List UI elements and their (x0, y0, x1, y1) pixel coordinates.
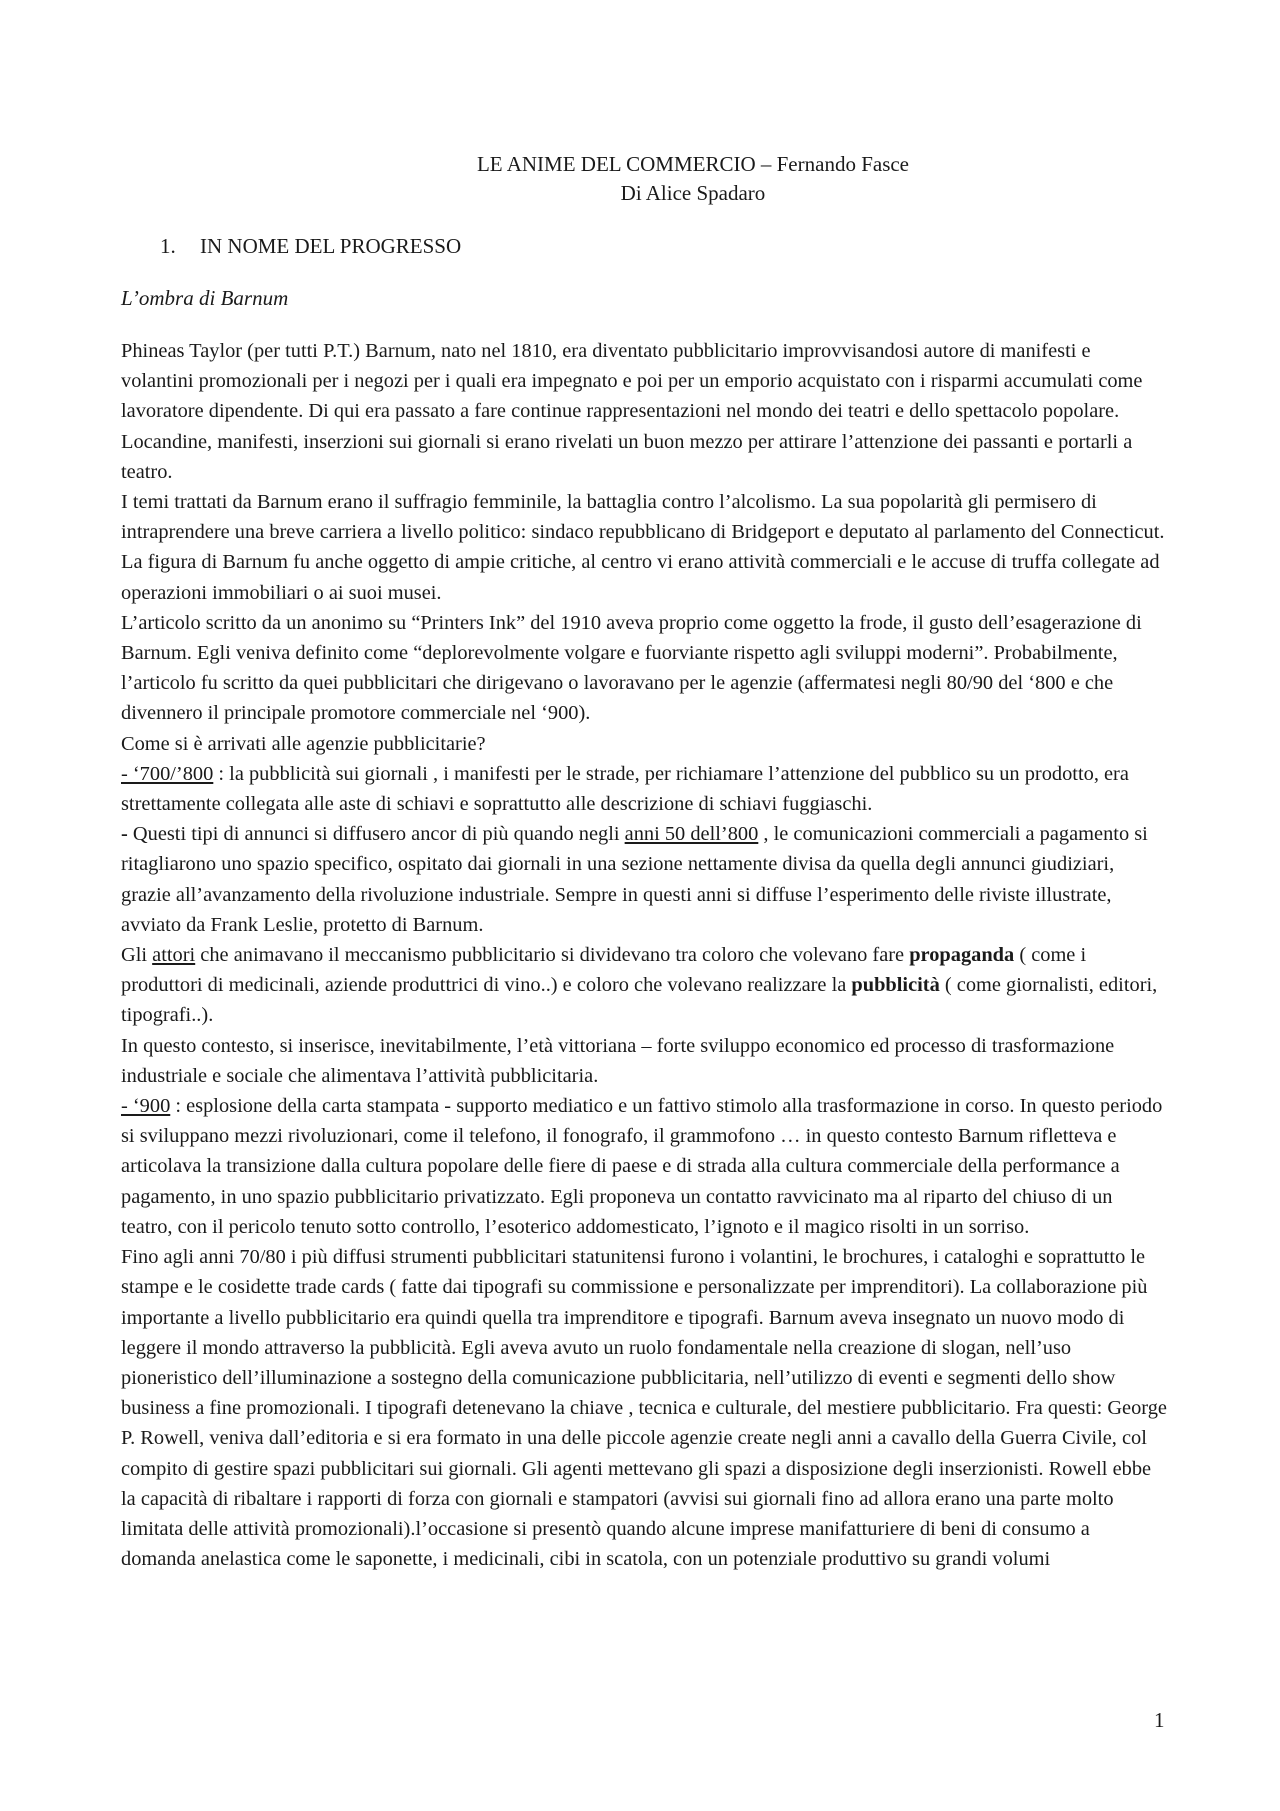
document-title: LE ANIME DEL COMMERCIO (476, 152, 756, 176)
section-heading (160, 232, 461, 260)
paragraph (121, 819, 1167, 940)
page-number: 1 (1154, 1708, 1165, 1732)
paragraph (121, 759, 1167, 819)
paragraph (121, 940, 1167, 1031)
underlined-term: attori (152, 944, 196, 967)
paragraph: Come si è arrivati alle agenzie pubblicitarie? (121, 732, 486, 755)
period-label: - ‘900 (121, 1095, 171, 1118)
document-title-line (0, 150, 1280, 179)
paragraph-text: che animavano il meccanismo pubblicitario si dividevano tra coloro che volevano fare (195, 944, 910, 967)
document-byline: Di Alice Spadaro (620, 181, 766, 205)
paragraph: L’articolo scritto da un anonimo su “Printers Ink” del 1910 aveva proprio come oggetto la frode, il gusto dell’esagerazione di Barnum. Egli veniva definito come “deplorevolmente volgare e fuorviante rispetto agli sviluppi moderni”. Probabilmente, l’articolo fu scritto da quei pubblicitari che dirigevano o lavoravano per le agenzie (affermatesi negli 80/90 del ‘800 e che divennero il principale promotore commerciale nel ‘900). (121, 611, 1142, 725)
chapter-subtitle: L’ombra di Barnum (121, 286, 289, 310)
section-number: 1. (160, 234, 176, 258)
paragraph-text: ( come i produttori di medicinali, aziende produttrici di vino..) e coloro che volevano realizzare la (121, 944, 1087, 997)
bullet-dash: - (121, 823, 128, 846)
paragraph: Phineas Taylor (per tutti P.T.) Barnum, nato nel 1810, era diventato pubblicitario improvvisandosi autore di manifesti e volantini promozionali per i negozi per i quali era impegnato e poi per un emporio acquistato con i risparmi accumulati come lavoratore dipendente. Di qui era passato a fare continue rappresentazioni nel mondo dei teatri e dello spettacolo popolare. Locandine, manifesti, inserzioni sui giornali si erano rivelati un buon mezzo per attirare l’attenzione dei passanti e portarli a teatro. (121, 340, 1143, 483)
paragraph-text: : la pubblicità sui giornali , i manifesti per le strade, per richiamare l’attenzione del pubblico su un prodotto, era strettamente collegata alle aste di schiavi e soprattutto alle descrizione di schiavi fuggiaschi. (121, 762, 1129, 816)
paragraph: Fino agli anni 70/80 i più diffusi strumenti pubblicitari statunitensi furono i volantini, le brochures, i cataloghi e soprattutto le stampe e le cosidette trade cards ( fatte dai tipografi su commissione e personalizzate per imprenditori). La collaborazione più importante a livello pubblicitario era quindi quella tra imprenditore e tipografi. Barnum aveva insegnato un nuovo modo di leggere il mondo attraverso la pubblicità. Egli aveva avuto un ruolo fondamentale nella creazione di slogan, nell’uso pioneristico dell’illuminazione a sostegno della comunicazione pubblicitaria, nell’utilizzo di eventi e segmenti dello show business a fine promozionali. I tipografi detenevano la chiave , tecnica e culturale, del mestiere pubblicitario. Fra questi: George P. Rowell, veniva dall’editoria e si era formato in una delle piccole agenzie create negli anni a cavallo della Guerra Civile, col compito di gestire spazi pubblicitari sui giornali. Gli agenti mettevano gli spazi a disposizione degli inserzionisti. Rowell ebbe la capacità di ribaltare i rapporti di forza con giornali e stampatori (avvisi sui giornali fino ad allora erano una parte molto limitata delle attività promozionali).l’occasione si presentò quando alcune imprese manifatturiere di beni di consumo a domanda anelastica come le saponette, i medicinali, cibi in scatola, con un potenziale produttivo su grandi volumi (121, 1246, 1167, 1571)
paragraph-text: Gli (121, 944, 153, 967)
bold-term: pubblicità (851, 974, 940, 997)
paragraph (121, 1091, 1167, 1242)
title-block (0, 150, 1280, 208)
paragraph-text: , le comunicazioni commerciali a pagamento si ritagliarono uno spazio specifico, ospitato dai giornali in una sezione nettamente divisa da quella degli annunci giudiziari, grazie all’avanzamento della rivoluzione industriale. Sempre in questi anni si diffuse l’esperimento delle riviste illustrate, avviato da Frank Leslie, protetto di Barnum. (121, 823, 1148, 936)
section-title: IN NOME DEL PROGRESSO (200, 234, 462, 258)
body-text (121, 336, 1167, 1574)
paragraph-text: ( come giornalisti, editori, tipografi..). (121, 974, 1158, 1027)
paragraph-text: Questi tipi di annunci si diffusero ancor di più quando negli (127, 823, 625, 846)
period-label: - ‘700/’800 (121, 762, 214, 785)
document-author: – Fernando Fasce (755, 152, 910, 176)
period-label: anni 50 dell’800 (624, 823, 759, 846)
paragraph-text: : esplosione della carta stampata - supporto mediatico e un fattivo stimolo alla trasformazione in corso. In questo periodo si sviluppano mezzi rivoluzionari, come il telefono, il fonografo, il grammofono … in questo contesto Barnum rifletteva e articolava la transizione dalla cultura popolare delle fiere di paese e di strada alla cultura commerciale della performance a pagamento, in uno spazio pubblicitario privatizzato. Egli proponeva un contatto ravvicinato ma al riparto del chiuso di un teatro, con il pericolo tenuto sotto controllo, l’esoterico addomesticato, l’ignoto e il magico risolti in un sorriso. (121, 1095, 1163, 1238)
paragraph: I temi trattati da Barnum erano il suffragio femminile, la battaglia contro l’alcolismo. La sua popolarità gli permisero di intraprendere una breve carriera a livello politico: sindaco repubblicano di Bridgeport e deputato al parlamento del Connecticut. La figura di Barnum fu anche oggetto di ampie critiche, al centro vi erano attività commerciali e le accuse di truffa collegate ad operazioni immobiliari o ai suoi musei. (121, 491, 1165, 604)
paragraph: In questo contesto, si inserisce, inevitabilmente, l’età vittoriana – forte sviluppo economico ed processo di trasformazione industriale e sociale che alimentava l’attività pubblicitaria. (121, 1034, 1115, 1087)
bold-term: propaganda (909, 944, 1015, 967)
